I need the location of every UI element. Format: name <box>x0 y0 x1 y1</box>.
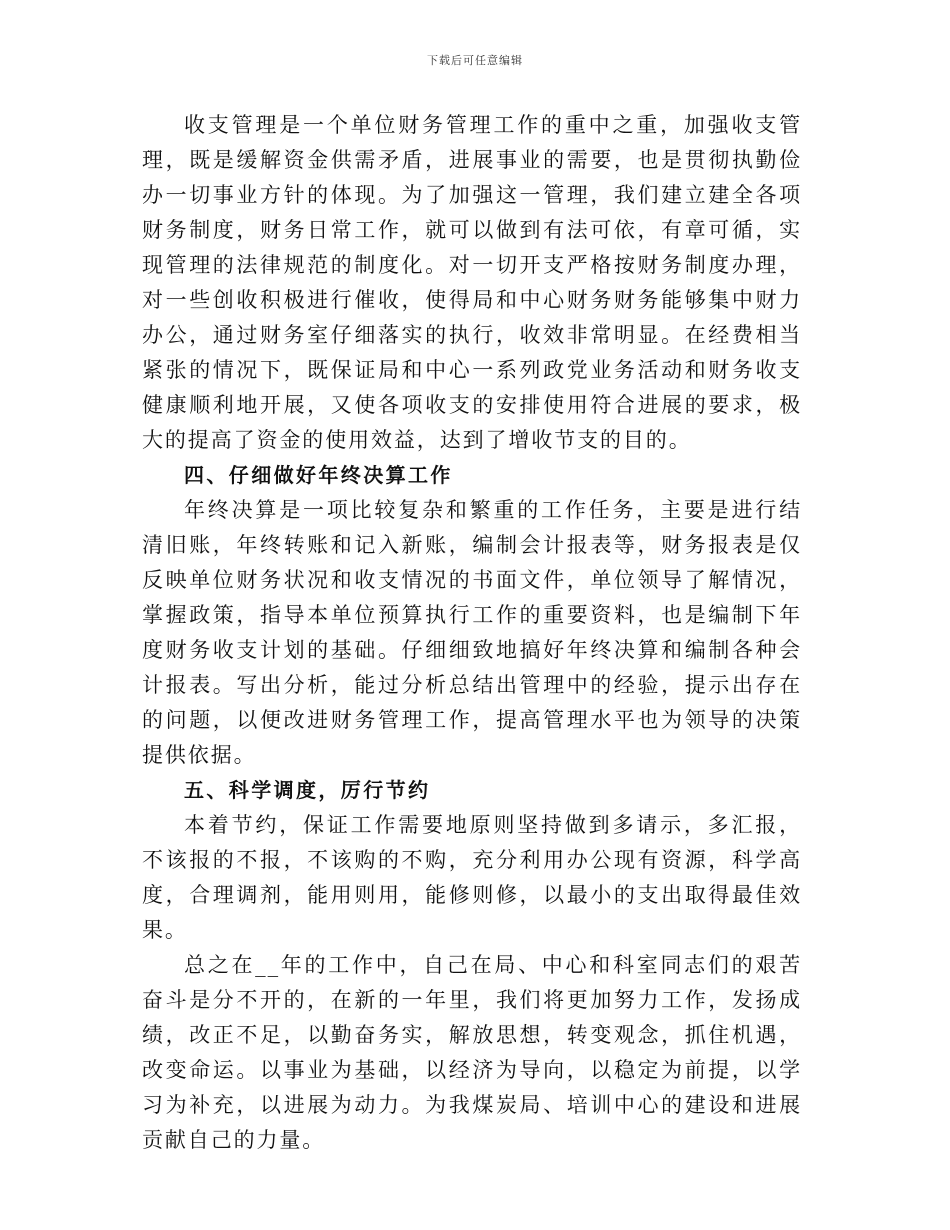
page-header: 下载后可任意编辑 <box>427 54 523 67</box>
paragraph-year-end-accounts: 年终决算是一项比较复杂和繁重的工作任务，主要是进行结清旧账，年终转账和记入新账，编制会计报表等，财务报表是仅反映单位财务状况和收支情况的书面文件，单位领导了解情况，掌握政策，指导本单位预算执行工作的重要资料，也是编制下年度财务收支计划的基础。仔细细致地搞好年终决算和编制各种会计报表。写出分析，能过分析总结出管理中的经验，提示出存在的问题，以便改进财务管理工作，提高管理水平也为领导的决策提供依据。 <box>142 498 802 767</box>
document-body <box>142 108 802 1158</box>
paragraph-conclusion: 总之在__年的工作中，自己在局、中心和科室同志们的艰苦奋斗是分不开的，在新的一年里，我们将更加努力工作，发扬成绩，改正不足，以勤奋务实，解放思想，转变观念，抓住机遇，改变命运。以事业为基础，以经济为导向，以稳定为前提，以学习为补充，以进展为动力。为我煤炭局、培训中心的建设和进展贡献自己的力量。 <box>142 953 802 1152</box>
section-heading-year-end-accounts: 四、仔细做好年终决算工作 <box>184 463 453 487</box>
paragraph-revenue-expenditure-management: 收支管理是一个单位财务管理工作的重中之重，加强收支管理，既是缓解资金供需矛盾，进展事业的需要，也是贯彻执勤俭办一切事业方针的体现。为了加强这一管理，我们建立建全各项财务制度，财务日常工作，就可以做到有法可依，有章可循，实现管理的法律规范的制度化。对一切开支严格按财务制度办理，对一些创收积极进行催收，使得局和中心财务财务能够集中财力办公，通过财务室仔细落实的执行，收效非常明显。在经费相当紧张的情况下，既保证局和中心一系列政党业务活动和财务收支健康顺利地开展，又使各项收支的安排使用符合进展的要求，极大的提高了资金的使用效益，达到了增收节支的目的。 <box>142 113 802 452</box>
paragraph-scientific-scheduling: 本着节约，保证工作需要地原则坚持做到多请示，多汇报，不该报的不报，不该购的不购，充分利用办公现有资源，科学高度，合理调剂，能用则用，能修则修，以最小的支出取得最佳效果。 <box>142 813 802 942</box>
section-heading-scientific-scheduling: 五、科学调度，厉行节约 <box>184 778 431 802</box>
